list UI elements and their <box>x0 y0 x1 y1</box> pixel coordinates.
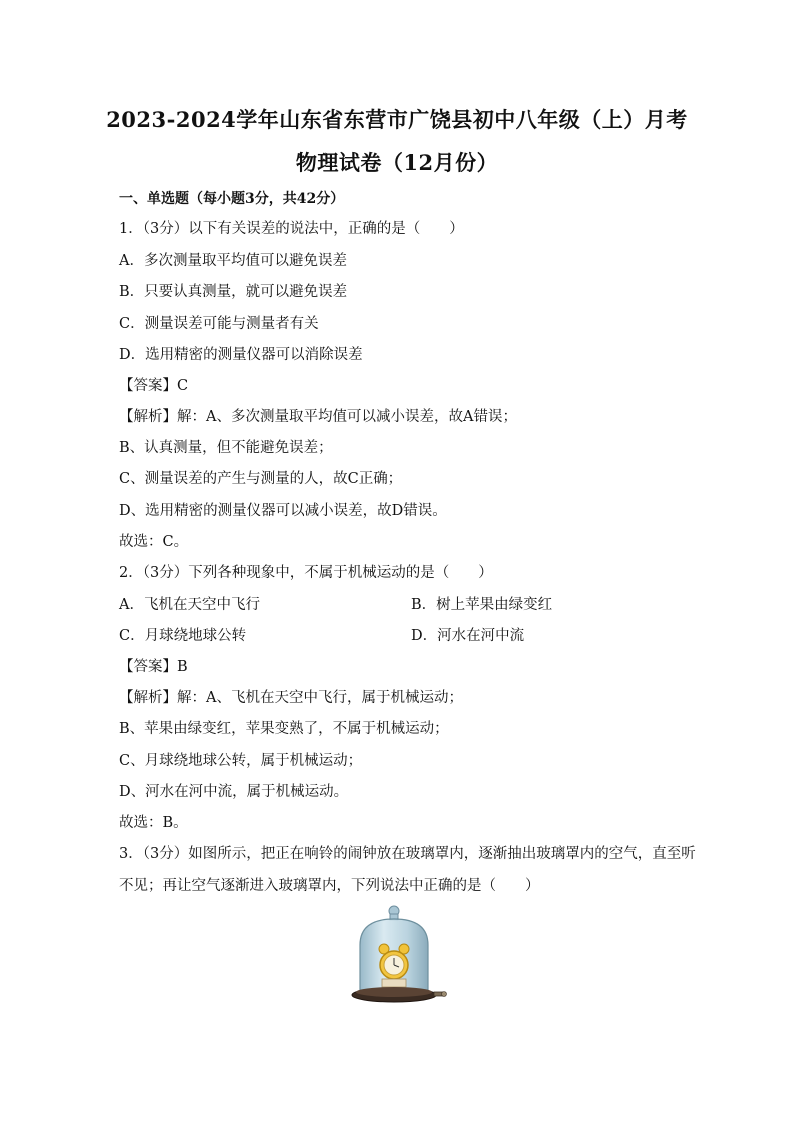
q2-option-a: A．飞机在天空中飞行 <box>119 597 260 613</box>
title-line-1: 2023-2024学年山东省东营市广饶县初中八年级（上）月考 <box>106 107 688 132</box>
q2-answer: 【答案】B <box>119 659 188 675</box>
q1-analysis-line: 【解析】解：A、多次测量取平均值可以减小误差，故A错误； <box>119 409 517 425</box>
q3-stem-line-2: 不见；再让空气逐渐进入玻璃罩内，下列说法中正确的是（ ） <box>119 878 540 894</box>
section-heading: 一、单选题（每小题3分，共42分） <box>119 191 345 207</box>
q2-analysis-line: B、苹果由绿变红，苹果变熟了，不属于机械运动； <box>119 721 449 737</box>
q2-stem: 2．（3分）下列各种现象中，不属于机械运动的是（ ） <box>119 565 493 581</box>
bell-jar-alarm-clock-icon <box>348 903 448 1008</box>
q1-analysis-line: B、认真测量，但不能避免误差； <box>119 440 333 456</box>
q1-answer: 【答案】C <box>119 378 189 394</box>
q1-analysis-line: C、测量误差的产生与测量的人，故C正确； <box>119 471 403 487</box>
q1-option-b: B．只要认真测量，就可以避免误差 <box>119 284 348 300</box>
q2-analysis-line: C、月球绕地球公转，属于机械运动； <box>119 753 363 769</box>
q2-option-d: D．河水在河中流 <box>411 628 525 644</box>
q3-stem-line-1: 3．（3分）如图所示，把正在响铃的闹钟放在玻璃罩内，逐渐抽出玻璃罩内的空气，直至听 <box>119 846 696 862</box>
q2-analysis-line: D、河水在河中流，属于机械运动。 <box>119 784 349 800</box>
q2-option-b: B．树上苹果由绿变红 <box>411 597 553 613</box>
q1-option-d: D．选用精密的测量仪器可以消除误差 <box>119 347 363 363</box>
q1-choice: 故选：C。 <box>119 534 189 550</box>
title-line-2: 物理试卷（12月份） <box>295 150 499 175</box>
q1-stem: 1．（3分）以下有关误差的说法中，正确的是（ ） <box>119 221 464 237</box>
q2-choice: 故选：B。 <box>119 815 188 831</box>
q1-option-c: C．测量误差可能与测量者有关 <box>119 316 319 332</box>
q2-analysis-line: 【解析】解：A、飞机在天空中飞行，属于机械运动； <box>119 690 463 706</box>
q1-analysis-line: D、选用精密的测量仪器可以减小误差，故D错误。 <box>119 503 447 519</box>
q2-option-c: C．月球绕地球公转 <box>119 628 247 644</box>
q1-option-a: A．多次测量取平均值可以避免误差 <box>119 253 347 269</box>
